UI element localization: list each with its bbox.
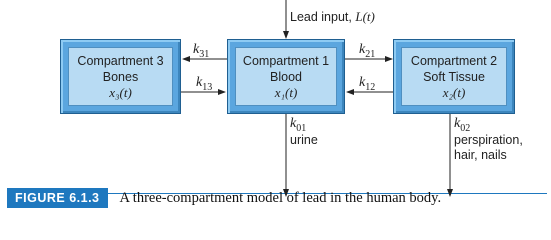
figure-caption [7,187,441,209]
compartment-1-var: x₁(t) [274,84,298,100]
compartment-2-var: x₂(t) [442,84,466,100]
compartment-2-subtitle: Soft Tissue [423,69,485,84]
hair-nails-label: hair, nails [454,148,507,162]
compartment-3-title: Compartment 3 [77,53,164,68]
rate-k01-label: $k_{01}$ [290,116,307,134]
rate-k13-label: $k_{13}$ [196,75,213,93]
rate-k31-label: $k_{31}$ [193,42,210,60]
compartment-3-box [60,39,181,114]
compartment-2-title: Compartment 2 [410,53,498,68]
rate-k21-label: $k_{21}$ [359,42,376,60]
compartment-3-subtitle: Bones [102,69,139,84]
lead-input-label [290,9,375,25]
rate-k12-label: $k_{12}$ [359,75,376,93]
compartment-3-var: x₃(t) [109,84,132,100]
lead-input-var: L(t) [355,9,375,24]
figure-caption-text: A three-compartment model of lead in the human body. [119,189,442,206]
compartment-1-box [227,39,345,114]
compartment-1-title: Compartment 1 [242,53,330,68]
rate-k02-label: $k_{02}$ [454,116,471,134]
urine-label: urine [290,133,318,147]
perspiration-label: perspiration, [454,133,523,147]
lead-input-text: Lead input, [290,10,356,24]
figure-label: FIGURE 6.1.3 [7,188,108,208]
compartment-1-subtitle: Blood [270,69,302,84]
compartment-2-box [393,39,515,114]
